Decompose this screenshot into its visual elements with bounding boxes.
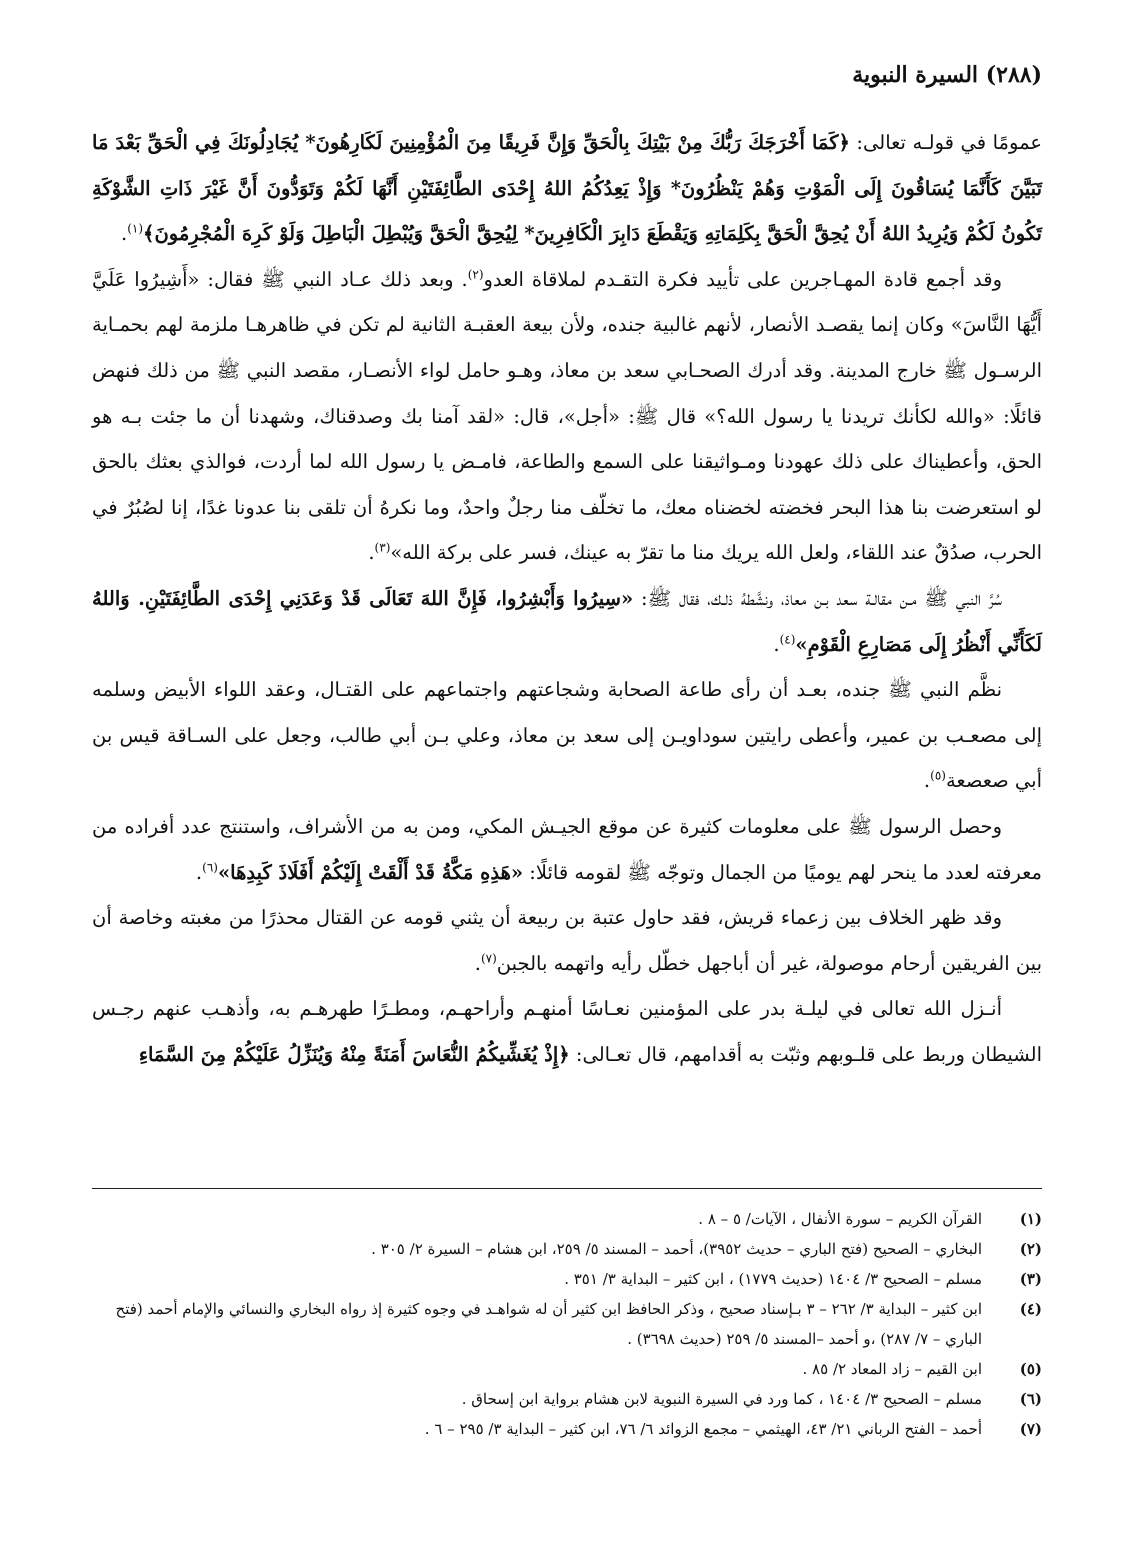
footnote-ref-1: (١): [127, 221, 144, 236]
footnote-divider: [92, 1188, 1042, 1189]
paragraph-intelligence: [92, 804, 1042, 895]
footnote-text: ابن كثير – البداية ٣/ ٢٦٢ – ٣ بـإسناد صحيح ، وذكر الحافظ ابن كثير أن له شواهـد في وجوه كثيرة إذ رواه البخاري والنسائي والإمام أحمد (فتح الباري – ٧/ ٢٨٧) ،و أحمد –المسند ٥/ ٢٥٩ (حديث ٣٦٩٨) .: [115, 1300, 982, 1348]
intelligence-text: وحصل الرسول ﷺ على معلومات كثيرة عن موقع الجيـش المكي، ومن به من الأشراف، واستنتج عدد أفراده من معرفته لعدد ما ينحر لهم يوميًا من الجمال وتوجّه ﷺ لقومه قائلًا:: [92, 814, 1042, 884]
paragraph-army-organization: [92, 667, 1042, 804]
footnote-ref-3: (٣): [374, 540, 391, 555]
footnote-number: (٣): [1019, 1270, 1042, 1288]
footnote-item: [92, 1414, 1042, 1444]
footnote-text: أحمد – الفتح الرباني ٢١/ ٤٣، الهيثمي – مجمع الزوائد ٦/ ٧٦، ابن كثير – البداية ٣/ ٢٩٥ – ٦ .: [424, 1420, 982, 1438]
footnote-ref-4: (٤): [779, 632, 796, 647]
footnote-item: [92, 1294, 1042, 1354]
footnote-ref-6: (٦): [202, 860, 218, 874]
footnote-number: (٧): [1019, 1420, 1042, 1438]
footnote-ref-2: (٢): [467, 267, 484, 282]
footnote-item: [92, 1264, 1042, 1294]
organization-text: نظَّم النبي ﷺ جنده، بعـد أن رأى طاعة الصحابة وشجاعتهم واجتماعهم على القتـال، وعقد اللواء الأبيض وسلمه إلى مصعـب بن عمير، وأعطى رايتين سوداويـن إلى سعد بن معاذ، وعلي بـن أبي طالب، وجعل على السـاقة قيس بن أبي صعصعة: [92, 678, 1042, 793]
footnote-number: (٢): [1019, 1240, 1042, 1258]
paragraph-end: .: [195, 860, 203, 884]
badr-night-text: أنـزل الله تعالى في ليلـة بدر على المؤمنين نعـاسًا أمنهـم وأراحهـم، ومطـرًا طهرهـم به، وأذهـب عنهم رجـس الشيطان وربط على قلـوبهم وثبّت به أقدامهم، قال تعـالى:: [92, 997, 1042, 1066]
quran-verse-anfal-11: ﴿إِذْ يُغَشِّيكُمُ النُّعَاسَ أَمَنَةً مِنْهُ وَيُنَزِّلُ عَلَيْكُمْ مِنَ السَّمَاءِ: [138, 1042, 570, 1066]
footnote-text: القرآن الكريم – سورة الأنفال ، الآيات/ ٥ – ٨ .: [698, 1210, 982, 1228]
footnote-ref-7: (٧): [480, 951, 497, 966]
consultation-text-rest: . وبعد ذلك عـاد النبي ﷺ فقال: «أَشِيرُوا عَلَيَّ أَيُّهَا النَّاسَ» وكان إنما يقصـد الأنصار، لأنهم غالبية جنده، ولأن بيعة العقبـة الثانية لم تكن في ظاهرهـا ملزمة لهم بحمـاية الرسـول ﷺ خارج المدينة. وقد أدرك الصحـابي سعد بن معاذ، وهـو حامل لواء الأنصـار، مقصد النبي ﷺ من ذلك فنهض قائلًا: «والله لكأنك تريدنا يا رسول الله؟» قال ﷺ: «أجل»، قال: «لقد آمنا بك وصدقناك، وشهدنا أن ما جئت بـه هو الحق، وأعطيناك على ذلك عهودنا ومـواثيقنا على السمع والطاعة، فامـض يا رسول الله لما أردت، فوالذي بعثك بالحق لو استعرضت بنا هذا البحر فخضته لخضناه معك، ما تخلّف منا رجلٌ واحدٌ، وما نكرهُ أن تلقى بنا عدونا غدًا، إنا لصُبُرٌ في الحرب، صدُقٌ عند اللقاء، ولعل الله يريك منا ما تقرّ به عينك، فسر على بركة الله»: [92, 267, 1042, 565]
consultation-text-start: وقد أجمع قادة المهـاجرين على تأييد فكرة التقـدم لملاقاة العدو: [483, 267, 1002, 291]
dispute-text: وقد ظهر الخلاف بين زعماء قريش، فقد حاول عتبة بن ربيعة أن يثني قومه عن القتال محذرًا من مغبته وخاصة أن بين الفريقين أرحام موصولة، غير أن أباجهل خطّل رأيه واتهمه بالجبن: [92, 906, 1042, 975]
footnote-number: (٦): [1019, 1390, 1042, 1408]
paragraph-quraysh-dispute: [92, 895, 1042, 986]
footnote-ref-5: (٥): [930, 768, 946, 783]
footnote-number: (١): [1019, 1210, 1042, 1228]
footnote-item: [92, 1204, 1042, 1234]
main-text: [92, 120, 1042, 1077]
intro-text: عمومًا في قولـه تعالى:: [849, 131, 1042, 154]
quran-verse-anfal-5-8: ﴿كَمَا أَخْرَجَكَ رَبُّكَ مِنْ بَيْتِكَ بِالْحَقِّ وَإِنَّ فَرِيقًا مِنَ الْمُؤْمِنِينَ لَكَارِهُونَ* يُجَادِلُونَكَ فِي الْحَقِّ بَعْدَ مَا تَبَيَّنَ كَأَنَّمَا يُسَاقُونَ إِلَى الْمَوْتِ وَهُمْ يَنْظُرُونَ* وَإِذْ يَعِدُكُمُ اللهُ إِحْدَى الطَّائِفَتَيْنِ أَنَّهَا لَكُمْ وَتَوَدُّونَ أَنَّ غَيْرَ ذَاتِ الشَّوْكَةِ تَكُونُ لَكُمْ وَيُرِيدُ اللهُ أَنْ يُحِقَّ الْحَقَّ بِكَلِمَاتِهِ وَيَقْطَعَ دَابِرَ الْكَافِرِينَ* لِيُحِقَّ الْحَقَّ وَيُبْطِلَ الْبَاطِلَ وَلَوْ كَرِهَ الْمُجْرِمُونَ﴾: [92, 131, 1042, 246]
footnote-text: ابن القيم – زاد المعاد ٢/ ٨٥ .: [802, 1360, 982, 1378]
paragraph-end: .: [773, 632, 780, 656]
hadith-quote-march: «سِيرُوا وَأَبْشِرُوا، فَإِنَّ اللهَ تَعَالَى قَدْ وَعَدَنِي إِحْدَى الطَّائِفَتَيْنِ. وَاللهُ لَكَأَنِّي أَنْظُرُ إِلَى مَصَارِعِ الْقَوْمِ»: [92, 586, 1042, 656]
paragraph-quran-intro: [92, 120, 1042, 257]
footnote-number: (٤): [1019, 1300, 1042, 1318]
footnote-item: [92, 1234, 1042, 1264]
paragraph-end: .: [368, 541, 375, 565]
footnotes-list: [92, 1204, 1042, 1444]
footnote-text: البخاري – الصحيح (فتح الباري – حديث ٣٩٥٢)، أحمد – المسند ٥/ ٢٥٩، ابن هشام – السيرة ٢/ ٣٠٥ .: [371, 1240, 982, 1258]
paragraph-night-of-badr: [92, 986, 1042, 1077]
hadith-quote-makkah: «هَذِهِ مَكَّةُ قَدْ أَلْقَتْ إِلَيْكُمْ أَفَلَاذَ كَبِدِهَا»: [217, 860, 524, 884]
paragraph-end: .: [120, 222, 128, 246]
footnote-number: (٥): [1019, 1360, 1042, 1378]
footnote-item: [92, 1384, 1042, 1414]
paragraph-end: .: [474, 951, 481, 975]
paragraph-consultation: [92, 257, 1042, 576]
pleased-text: سُرَّ النبي ﷺ مـن مقالـة سعد بـن معاذ، ونشَّطهُ ذلـك، فقال ﷺ:: [633, 586, 1002, 610]
footnote-item: [92, 1354, 1042, 1384]
paragraph-end: .: [923, 769, 931, 793]
footnote-text: مسلم – الصحيح ٣/ ١٤٠٤ ، كما ورد في السيرة النبوية لابن هشام برواية ابن إسحاق .: [461, 1390, 982, 1408]
footnote-text: مسلم – الصحيح ٣/ ١٤٠٤ (حديث ١٧٧٩) ، ابن كثير – البداية ٣/ ٣٥١ .: [564, 1270, 982, 1288]
paragraph-prophet-pleased: [92, 576, 1042, 667]
running-header: (٢٨٨) السيرة النبوية: [852, 62, 1042, 88]
